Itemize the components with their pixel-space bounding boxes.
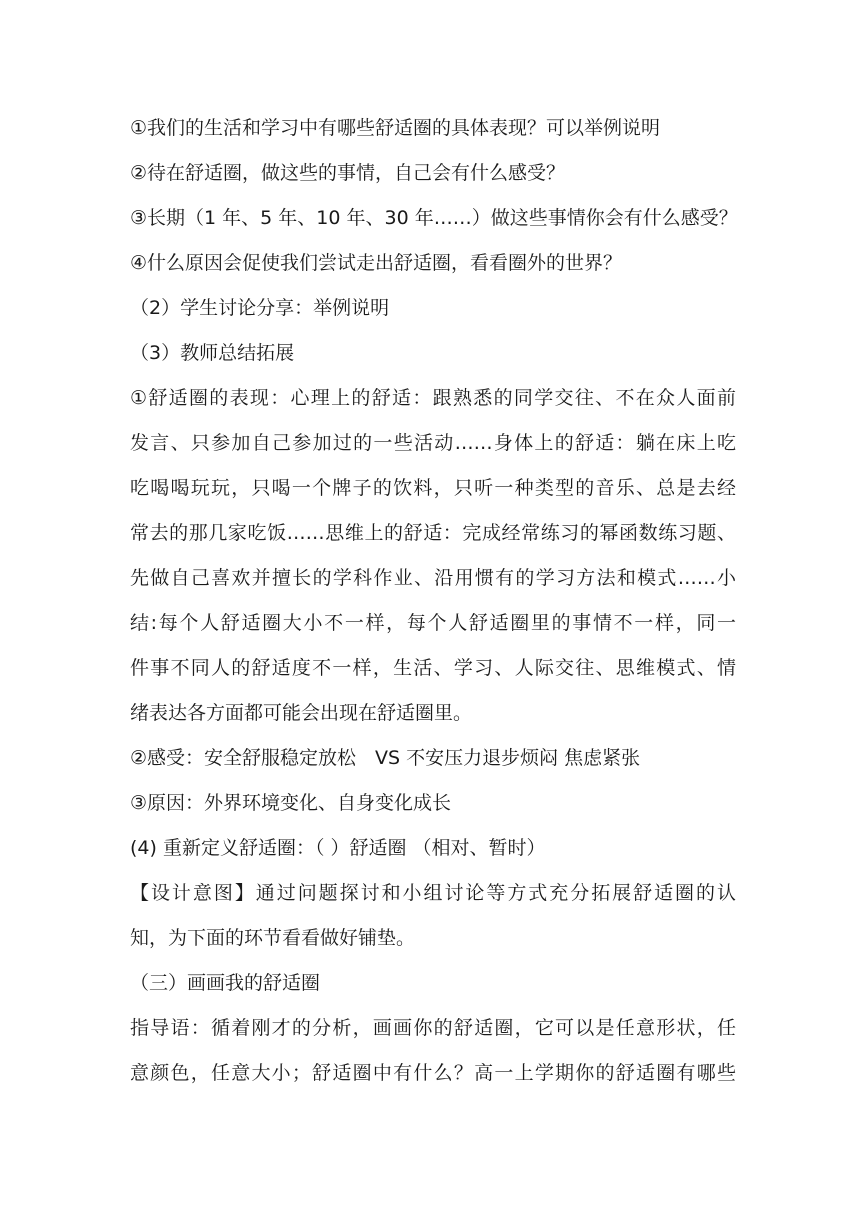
feelings-line: ②感受：安全舒服稳定放松 VS 不安压力退步烦闷 焦虑紧张	[130, 747, 641, 769]
reasons-line: ③原因：外界环境变化、自身变化成长	[130, 792, 452, 814]
summary-paragraph-line-8: 绪表达各方面都可能会出现在舒适圈里。	[130, 702, 473, 724]
design-intent-line-2: 知，为下面的环节看看做好铺垫。	[130, 927, 416, 949]
summary-paragraph-line-7: 件事不同人的舒适度不一样，生活、学习、人际交往、思维模式、情	[130, 657, 736, 679]
question-3: ③长期（1 年、5 年、10 年、30 年……）做这些事情你会有什么感受？	[130, 207, 738, 229]
section-3-heading: （三）画画我的舒适圈	[130, 972, 321, 994]
step-4-heading: (4) 重新定义舒适圈：（ ）舒适圈 （相对、暂时）	[130, 837, 546, 859]
instruction-line-1: 指导语：循着刚才的分析，画画你的舒适圈，它可以是任意形状，任	[130, 1017, 736, 1039]
question-1: ①我们的生活和学习中有哪些舒适圈的具体表现？可以举例说明	[130, 117, 661, 139]
step-2-heading: （2）学生讨论分享：举例说明	[130, 297, 390, 319]
step-3-heading: （3）教师总结拓展	[130, 342, 295, 364]
document-body	[130, 106, 736, 1096]
summary-paragraph-line-5: 先做自己喜欢并擅长的学科作业、沿用惯有的学习方法和模式……小	[130, 567, 736, 589]
summary-paragraph-line-4: 常去的那几家吃饭……思维上的舒适：完成经常练习的幂函数练习题、	[130, 522, 736, 544]
summary-paragraph-line-2: 发言、只参加自己参加过的一些活动……身体上的舒适：躺在床上吃	[130, 432, 736, 454]
question-4: ④什么原因会促使我们尝试走出舒适圈，看看圈外的世界？	[130, 252, 623, 274]
instruction-line-2: 意颜色，任意大小；舒适圈中有什么？高一上学期你的舒适圈有哪些	[130, 1062, 736, 1084]
design-intent-line-1: 【设计意图】通过问题探讨和小组讨论等方式充分拓展舒适圈的认	[130, 882, 736, 904]
question-2: ②待在舒适圈，做这些的事情，自己会有什么感受？	[130, 162, 566, 184]
summary-paragraph-line-6: 结:每个人舒适圈大小不一样，每个人舒适圈里的事情不一样，同一	[130, 612, 736, 634]
summary-paragraph-line-1: ①舒适圈的表现：心理上的舒适：跟熟悉的同学交往、不在众人面前	[130, 387, 736, 409]
summary-paragraph-line-3: 吃喝喝玩玩，只喝一个牌子的饮料，只听一种类型的音乐、总是去经	[130, 477, 736, 499]
